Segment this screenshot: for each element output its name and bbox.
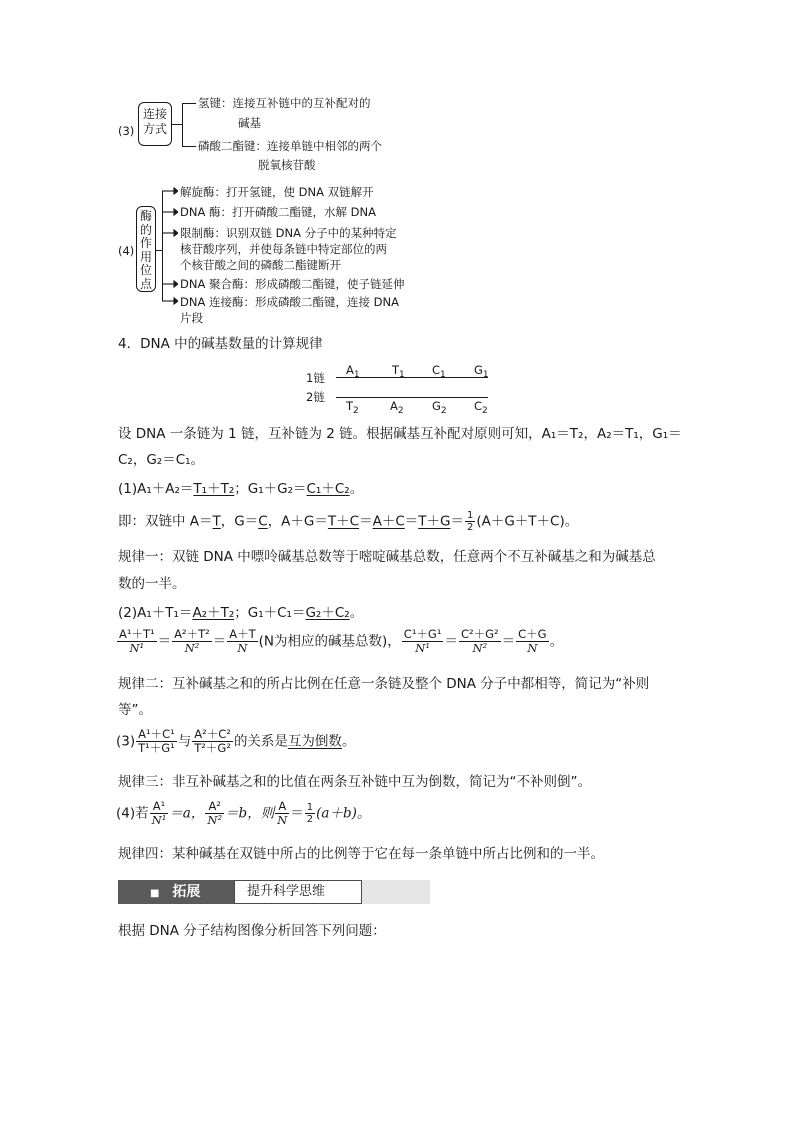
enzyme-dnase: DNA 酶：打开磷酸二酯键，水解 DNA [180,205,376,219]
arrows-icon [162,184,178,308]
equation-3: (2)A₁＋T₁＝A₂＋T₂；G₁＋C₁＝G₂＋C₂。 [118,605,364,621]
equation-5: (3) $\frac{\text{A¹＋C¹}}{\text{T¹＋G¹}}$ 与 $\frac{\text{A²＋C²}}{\text{T²＋G²}}$ 的关系是互为倒数。 [116,727,356,755]
section4-box: 酶的作用位点 [136,206,156,292]
phosphodiester-text: 磷酸二酯键：连接单链中相邻的两个 [198,139,382,153]
fraction: $\frac{\text{A²＋C²}}{\text{T²＋G²}}$ [194,727,231,755]
fraction: $\frac{A+T}{N}$ [229,627,256,655]
extension-banner [118,880,430,904]
base-label: $C_1$ [432,363,446,380]
equation-1: (1)A₁＋A₂＝T₁＋T₂；G₁＋G₂＝C₁＋C₂。 [118,481,364,497]
fraction: $\frac{\text{A²}}{\text{N²}}$ [207,799,223,827]
section3-box: 连接方式 [138,102,172,146]
fraction: $\frac{\text{A²＋T²}}{\text{N²}}$ [174,627,210,655]
equation-2: 即：双链中 A＝T，G＝C，A＋G＝T＋C＝A＋C＝T＋G＝ $\frac{1}{2}$ (A＋G＋T＋C)。 [118,510,579,533]
section3-number: (3) [118,124,135,138]
fraction: $\frac{\text{C¹＋G¹}}{\text{N¹}}$ [403,627,442,655]
hydrogen-bond-text: 氢键：连接互补链中的互补配对的 [198,96,371,110]
strand2-line [336,397,488,398]
section-heading: 4．DNA 中的碱基数量的计算规律 [118,336,323,352]
banner-subtitle-block [234,880,362,904]
base-label: $C_2$ [474,399,488,416]
connector [182,146,196,147]
rule-4: 规律四：某种碱基在双链中所占的比例等于它在每一条单链中所占比例和的一半。 [118,846,604,862]
base-label: $T_2$ [346,399,359,416]
hydrogen-bond-text-cont: 碱基 [238,116,261,130]
fraction: $\frac{\text{C²＋G²}}{\text{N²}}$ [460,627,499,655]
fraction: $\frac{C+G}{N}$ [518,627,547,655]
rule-1-cont: 数的一半。 [118,576,186,592]
banner-subtitle: 提升科学思维 [247,884,326,899]
rule-2: 规律二：互补碱基之和的所占比例在任意一条链及整个 DNA 分子中都相等，简记为“补则 [118,676,650,692]
enzyme-restriction-cont2: 个核苷酸之间的磷酸二酯键断开 [180,258,341,272]
equation-6: (4)若 $\frac{\text{A¹}}{\text{N¹}}$ ＝a， $\frac{\text{A²}}{\text{N²}}$ ＝b，则 $\frac{A}{N}$ ＝ $\frac{1}{2}$ (a＋b)。 [116,799,371,827]
square-icon: ■ [150,888,160,899]
base-label: $G_1$ [474,363,489,380]
intro-line-2: C₂，G₂＝C₁。 [118,452,205,468]
section4-number: (4) [118,244,135,258]
rule-3: 规律三：非互补碱基之和的比值在两条互补链中互为倒数，简记为“不补则倒”。 [118,774,591,790]
base-label: $A_1$ [346,363,360,380]
enzyme-ligase: DNA 连接酶：形成磷酸二酯键，连接 DNA [180,295,399,309]
fraction-half: $\frac{1}{2}$ [306,802,314,825]
intro-line-1: 设 DNA 一条链为 1 链，互补链为 2 链。根据碱基互补配对原则可知，A₁＝T₂，A₂＝T₁，G₁＝ [118,426,682,442]
strand2-label: 2链 [306,390,325,404]
enzyme-polymerase: DNA 聚合酶：形成磷酸二酯键，使子链延伸 [180,277,405,291]
enzyme-ligase-cont: 片段 [180,311,203,325]
fraction: $\frac{\text{A¹}}{\text{N¹}}$ [151,799,167,827]
fraction: $\frac{\text{A¹＋C¹}}{\text{T¹＋G¹}}$ [138,727,175,755]
fraction-half: $\frac{1}{2}$ [466,510,474,533]
base-label: $G_2$ [432,399,447,416]
base-label: $T_1$ [392,363,405,380]
enzyme-restriction: 限制酶：识别双链 DNA 分子中的某种特定 [180,226,397,240]
fraction: $\frac{A}{N}$ [277,799,288,827]
rule-2-cont: 等”。 [118,702,152,718]
rule-1: 规律一：双链 DNA 中嘌呤碱基总数等于嘧啶碱基总数，任意两个不互补碱基之和为碱基总 [118,549,656,565]
base-label: $A_2$ [390,399,404,416]
banner-title-block [118,880,234,904]
banner-title: 拓展 [172,884,201,900]
final-question: 根据 DNA 分子结构图像分析回答下列问题： [118,923,386,939]
enzyme-helicase: 解旋酶：打开氢键，使 DNA 双链解开 [180,185,374,199]
enzyme-restriction-cont1: 核苷酸序列，并使每条链中特定部位的两 [180,242,387,256]
equation-4: $\frac{\text{A¹＋T¹}}{\text{N¹}}$ ＝ $\frac{\text{A²＋T²}}{\text{N²}}$ ＝ $\frac{A+T}{N}$ (N为相应的碱基总数)， $\frac{\text{C¹＋G¹}}{\text{N¹}}$ ＝ $\frac{\text{C²＋G²}}{\text{N²}}$ ＝ $\frac{C+G}{N}$ 。 [119,627,564,655]
connector [172,124,182,125]
connector [182,103,183,147]
fraction: $\frac{\text{A¹＋T¹}}{\text{N¹}}$ [119,627,155,655]
phosphodiester-text-cont: 脱氧核苷酸 [258,158,316,172]
strand1-label: 1链 [306,371,325,385]
connector [182,103,196,104]
